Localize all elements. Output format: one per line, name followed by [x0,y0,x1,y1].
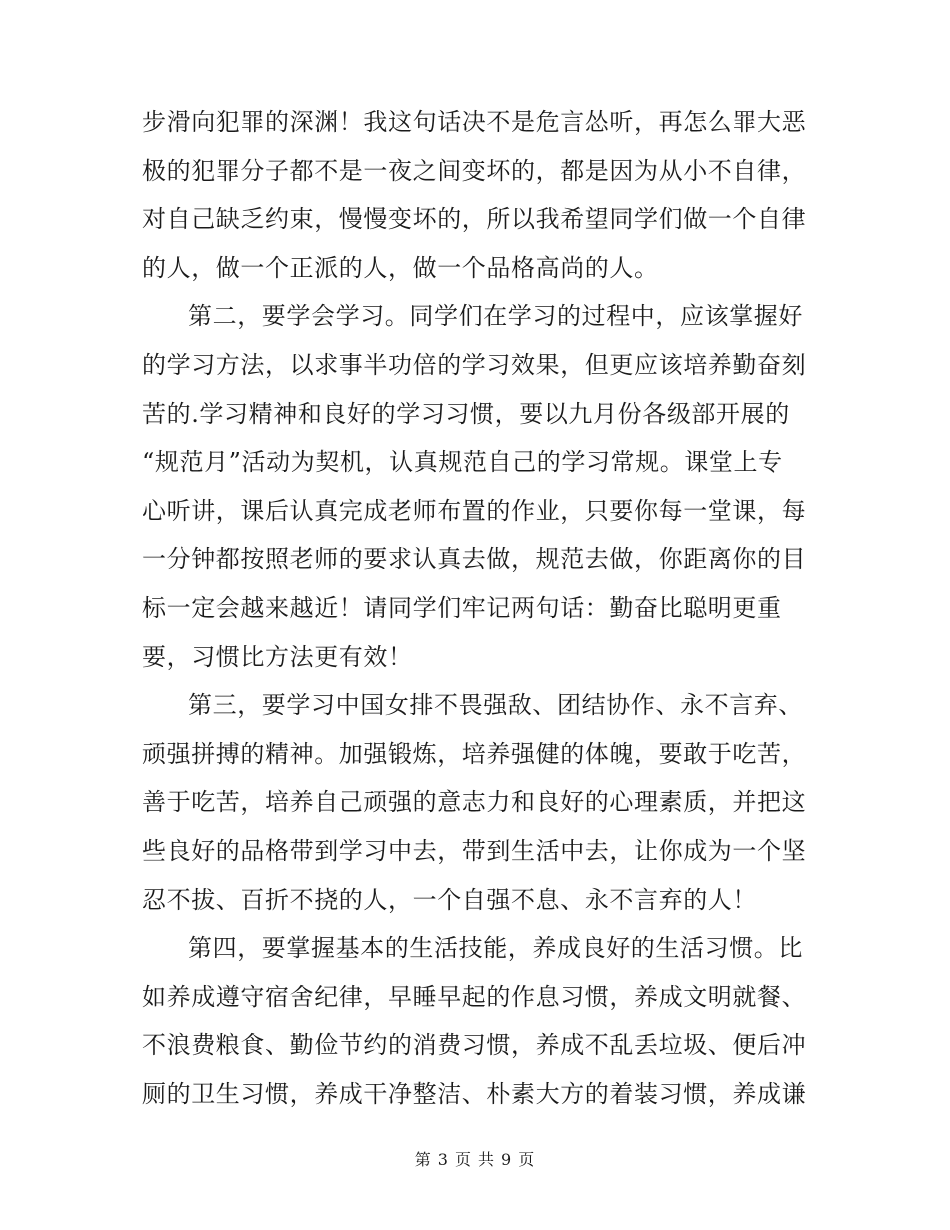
text-line-6: 的学习方法，以求事半功倍的学习效果，但更应该培养勤奋刻 [142,350,807,379]
text-line-14: 顽强拼搏的精神。加强锻炼，培养强健的体魄，要敢于吃苦， [142,739,807,768]
text-line-11: 标一定会越来越近！请同学们牢记两句话：勤奋比聪明更重 [142,593,782,622]
footer-current-page: 3 [437,1150,449,1169]
footer-label-end: 页 [518,1150,536,1169]
text-line-3: 对自己缺乏约束，慢慢变坏的，所以我希望同学们做一个自律 [142,205,807,234]
text-line-7: 苦的.学习精神和良好的学习习惯，要以九月份各级部开展的 [142,399,790,428]
text-line-4: 的人，做一个正派的人，做一个品格高尚的人。 [142,253,659,282]
footer-label-of: 页 共 [454,1150,496,1169]
text-line-5: 第二，要学会学习。同学们在学习的过程中，应该掌握好 [188,302,803,331]
text-line-18: 第四，要掌握基本的生活技能，养成良好的生活习惯。比 [188,934,803,963]
footer-label-page: 第 [414,1150,432,1169]
body-text [142,98,814,1118]
text-line-15: 善于吃苦，培养自己顽强的意志力和良好的心理素质，并把这 [142,788,807,817]
text-line-17: 忍不拔、百折不挠的人，一个自强不息、永不言弃的人！ [142,885,757,914]
text-line-12: 要，习惯比方法更有效！ [142,642,413,671]
text-line-10: 一分钟都按照老师的要求认真去做，规范去做，你距离你的目 [142,545,807,574]
text-line-2: 极的犯罪分子都不是一夜之间变坏的，都是因为从小不自律， [142,156,807,185]
footer-total-pages: 9 [501,1150,513,1169]
text-line-13: 第三，要学习中国女排不畏强敌、团结协作、永不言弃、 [188,691,803,720]
page-footer [0,1147,950,1170]
text-line-9: 心听讲，课后认真完成老师布置的作业，只要你每一堂课，每 [142,496,807,525]
text-line-16: 些良好的品格带到学习中去，带到生活中去，让你成为一个坚 [142,836,807,865]
text-line-8: “规范月”活动为契机，认真规范自己的学习常规。课堂上专 [142,448,783,477]
text-line-21: 厕的卫生习惯，养成干净整洁、朴素大方的着装习惯，养成谦 [142,1079,807,1108]
text-line-1: 步滑向犯罪的深渊！我这句话决不是危言怂听，再怎么罪大恶 [142,108,807,136]
text-line-20: 不浪费粮食、勤俭节约的消费习惯，养成不乱丢垃圾、便后冲 [142,1031,807,1060]
text-line-19: 如养成遵守宿舍纪律，早睡早起的作息习惯，养成文明就餐、 [142,982,807,1011]
